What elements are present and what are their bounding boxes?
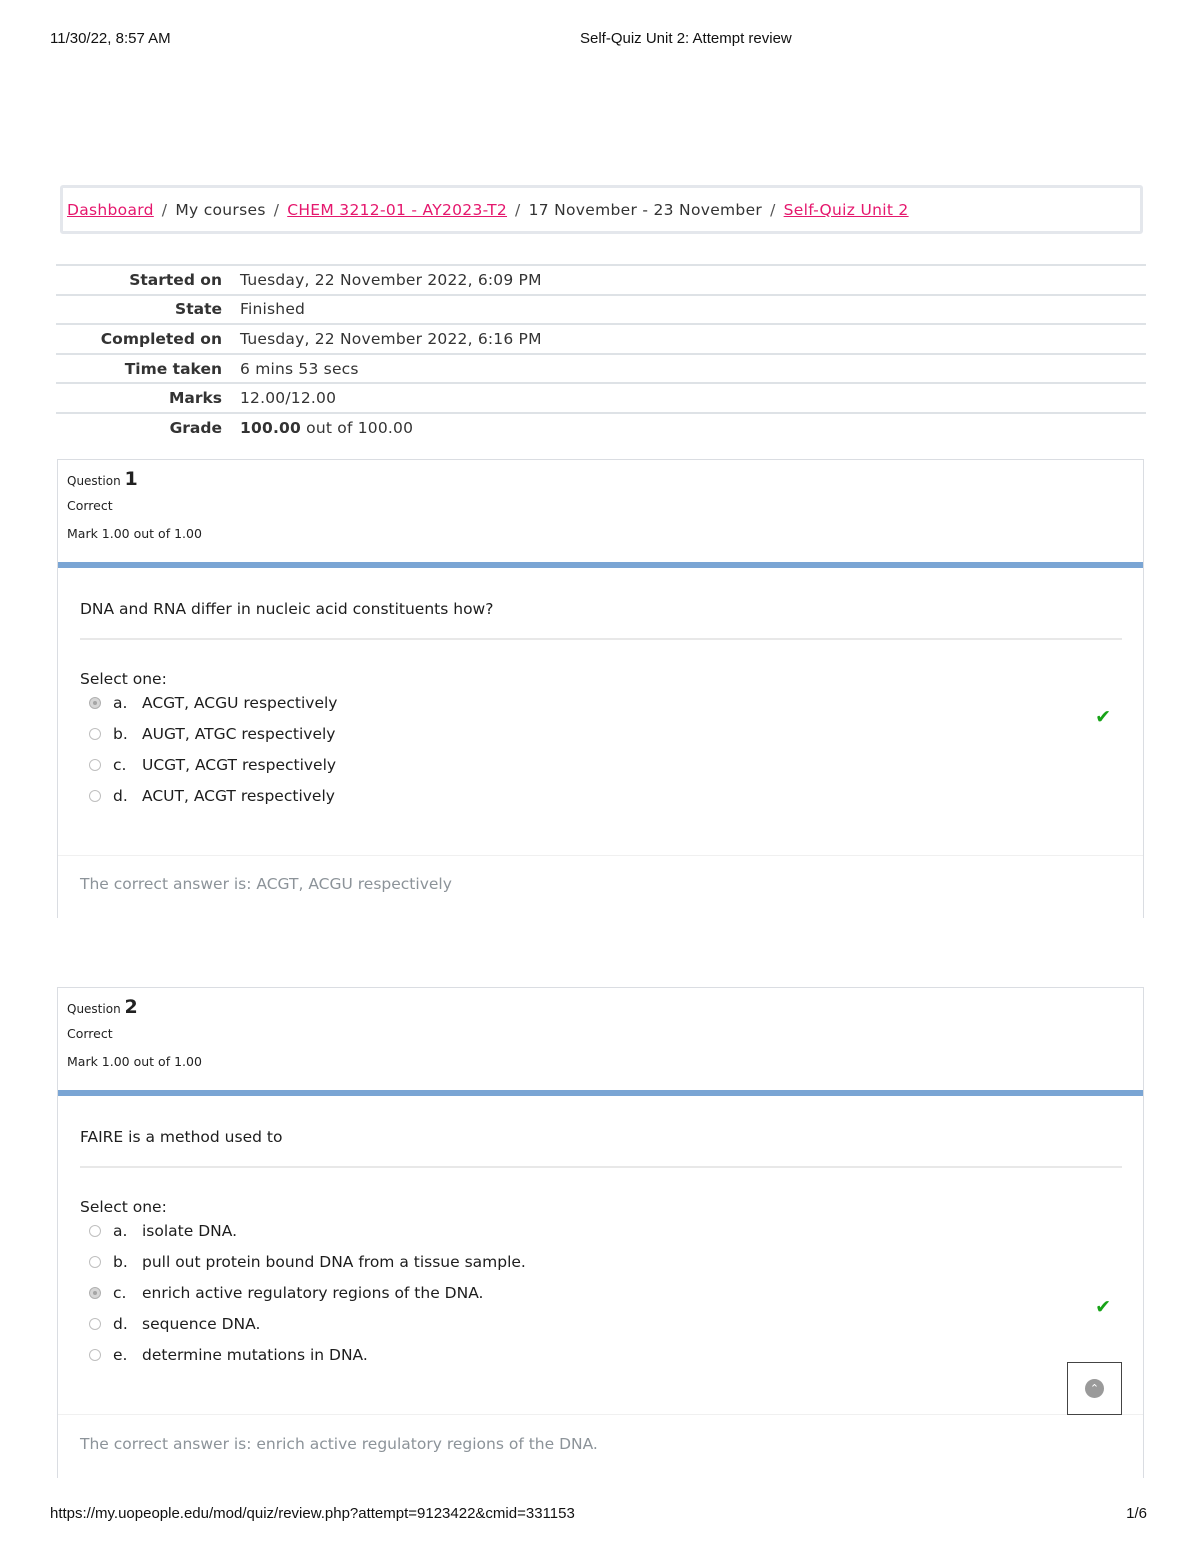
chevron-up-icon: ⌃	[1085, 1379, 1104, 1398]
answer-text: enrich active regulatory regions of the DNA.	[142, 1283, 484, 1302]
print-page-title: Self-Quiz Unit 2: Attempt review	[580, 30, 792, 47]
answer-option[interactable]	[80, 719, 1122, 750]
summary-label: Grade	[56, 413, 240, 442]
question-state: Correct	[67, 1026, 113, 1041]
summary-row-state	[56, 295, 1146, 325]
answer-letter: c.	[113, 1283, 127, 1302]
answer-option[interactable]	[80, 780, 1122, 811]
summary-value: Tuesday, 22 November 2022, 6:09 PM	[240, 265, 1146, 295]
answer-letter: d.	[113, 1314, 128, 1333]
summary-label: Marks	[56, 383, 240, 413]
radio-button[interactable]	[89, 728, 101, 740]
answer-option[interactable]	[80, 1247, 1122, 1278]
answer-text: ACGT, ACGU respectively	[142, 694, 338, 713]
answer-text: sequence DNA.	[142, 1314, 261, 1333]
question-info	[58, 988, 1143, 1082]
summary-label: Completed on	[56, 324, 240, 354]
answer-option[interactable]	[80, 1216, 1122, 1247]
breadcrumb-section: 17 November - 23 November	[528, 200, 763, 219]
answer-letter: e.	[113, 1345, 128, 1364]
question-content	[58, 1096, 1143, 1414]
summary-value: 12.00/12.00	[240, 383, 1146, 413]
radio-button[interactable]	[89, 1225, 101, 1237]
breadcrumb-course[interactable]: CHEM 3212-01 - AY2023-T2	[287, 200, 508, 219]
summary-row-started	[56, 265, 1146, 295]
answer-option[interactable]	[80, 1278, 1122, 1309]
breadcrumb-separator: /	[770, 200, 776, 219]
radio-button[interactable]	[89, 1287, 101, 1299]
answer-text: pull out protein bound DNA from a tissue sample.	[142, 1253, 526, 1272]
answer-letter: b.	[113, 1253, 128, 1272]
answer-text: determine mutations in DNA.	[142, 1345, 368, 1364]
summary-label: State	[56, 295, 240, 325]
question-text: FAIRE is a method used to	[80, 1096, 1122, 1168]
summary-row-marks	[56, 383, 1146, 413]
answer-text: isolate DNA.	[142, 1222, 237, 1241]
attempt-summary-table	[56, 264, 1146, 442]
answer-option[interactable]	[80, 1308, 1122, 1339]
select-one-prompt: Select one:	[80, 1198, 167, 1216]
answer-text: ACUT, ACGT respectively	[142, 786, 335, 805]
summary-row-grade	[56, 413, 1146, 442]
question-number: Question 1	[67, 468, 138, 490]
answer-option[interactable]	[80, 688, 1122, 719]
grade-value: 100.00	[240, 418, 302, 437]
answer-letter: c.	[113, 755, 127, 774]
question-2	[57, 987, 1144, 1478]
summary-label: Time taken	[56, 354, 240, 384]
breadcrumb-quiz[interactable]: Self-Quiz Unit 2	[783, 200, 909, 219]
breadcrumb-my-courses: My courses	[175, 200, 266, 219]
grade-out-of: out of 100.00	[306, 418, 414, 437]
breadcrumb-dashboard[interactable]: Dashboard	[67, 200, 154, 219]
print-datetime: 11/30/22, 8:57 AM	[50, 30, 171, 47]
print-url: https://my.uopeople.edu/mod/quiz/review.php?attempt=9123422&cmid=331153	[50, 1505, 575, 1522]
answer-letter: a.	[113, 1222, 128, 1241]
answer-letter: d.	[113, 786, 128, 805]
breadcrumb-separator: /	[161, 200, 168, 219]
check-icon: ✔	[1095, 1296, 1111, 1318]
breadcrumb-separator: /	[273, 200, 280, 219]
radio-button[interactable]	[89, 1349, 101, 1361]
scroll-to-top-button[interactable]	[1067, 1362, 1122, 1415]
radio-button[interactable]	[89, 697, 101, 709]
correct-answer-feedback: The correct answer is: enrich active regulatory regions of the DNA.	[58, 1414, 1143, 1487]
print-footer	[50, 1505, 1147, 1525]
answer-text: UCGT, ACGT respectively	[142, 755, 337, 774]
radio-button[interactable]	[89, 1318, 101, 1330]
breadcrumb	[60, 185, 1143, 234]
question-number: Question 2	[67, 996, 138, 1018]
answer-letter: b.	[113, 725, 128, 744]
breadcrumb-separator: /	[515, 200, 521, 219]
summary-label: Started on	[56, 265, 240, 295]
print-page-number: 1/6	[1126, 1505, 1147, 1522]
radio-button[interactable]	[89, 1256, 101, 1268]
question-1	[57, 459, 1144, 918]
answer-option[interactable]	[80, 1339, 1122, 1370]
answer-option[interactable]	[80, 750, 1122, 781]
question-state: Correct	[67, 498, 113, 513]
answer-text: AUGT, ATGC respectively	[142, 725, 336, 744]
summary-value: Finished	[240, 295, 1146, 325]
question-info	[58, 460, 1143, 554]
summary-value	[240, 413, 1146, 442]
question-grade: Mark 1.00 out of 1.00	[67, 1054, 202, 1069]
summary-row-completed	[56, 324, 1146, 354]
radio-button[interactable]	[89, 790, 101, 802]
summary-value: Tuesday, 22 November 2022, 6:16 PM	[240, 324, 1146, 354]
check-icon: ✔	[1095, 706, 1111, 728]
question-text: DNA and RNA differ in nucleic acid constituents how?	[80, 568, 1122, 640]
print-header	[50, 30, 1147, 50]
summary-value: 6 mins 53 secs	[240, 354, 1146, 384]
correct-answer-feedback: The correct answer is: ACGT, ACGU respectively	[58, 855, 1143, 921]
answer-letter: a.	[113, 694, 128, 713]
radio-button[interactable]	[89, 759, 101, 771]
select-one-prompt: Select one:	[80, 670, 167, 688]
question-content	[58, 568, 1143, 855]
summary-row-time-taken	[56, 354, 1146, 384]
question-grade: Mark 1.00 out of 1.00	[67, 526, 202, 541]
